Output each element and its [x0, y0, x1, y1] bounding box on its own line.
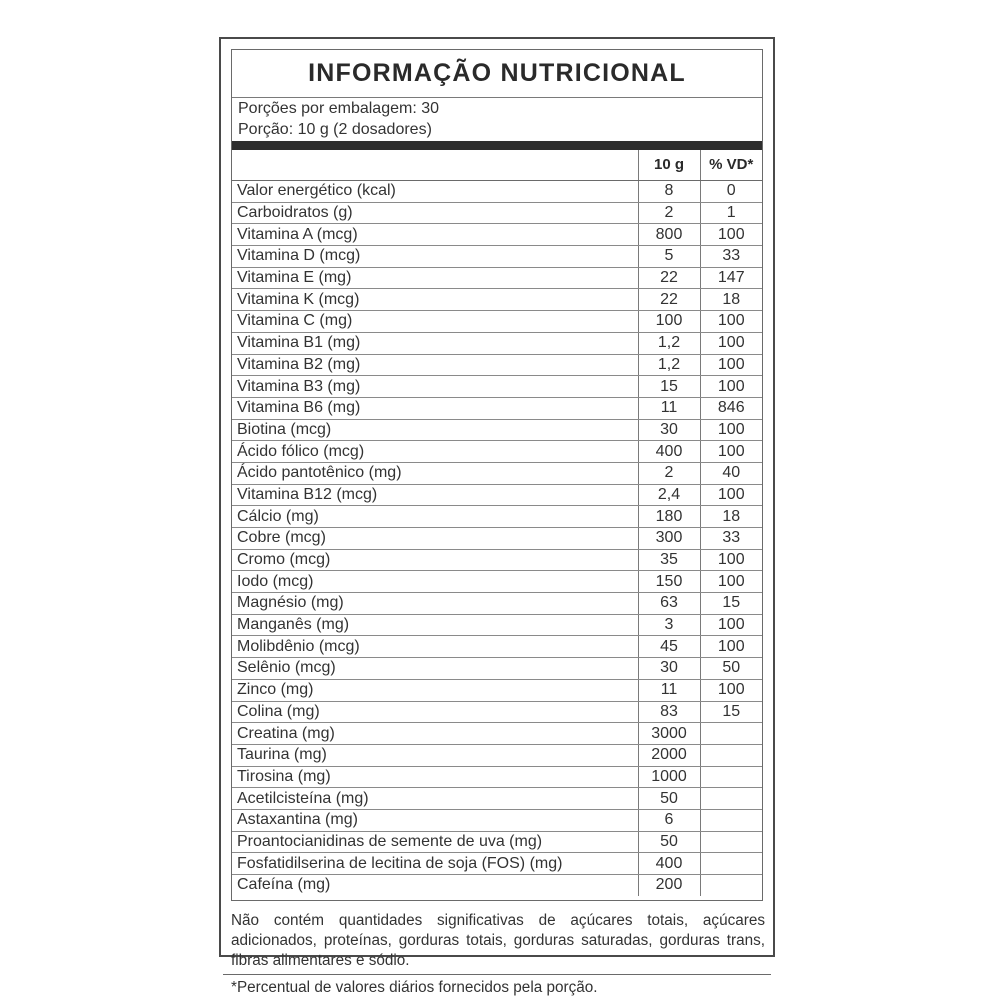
nutrient-name: Acetilcisteína (mg) [232, 788, 638, 810]
table-row [232, 723, 762, 745]
table-row [232, 679, 762, 701]
nutrient-daily-value: 15 [700, 593, 762, 615]
nutrient-daily-value: 100 [700, 354, 762, 376]
nutrient-amount: 400 [638, 441, 700, 463]
serving-size: Porção: 10 g (2 dosadores) [238, 121, 432, 138]
table-row [232, 376, 762, 398]
table-header-row [232, 150, 762, 181]
nutrient-daily-value [700, 853, 762, 875]
nutrient-name: Biotina (mcg) [232, 419, 638, 441]
nutrient-daily-value: 0 [700, 181, 762, 203]
nutrient-name: Astaxantina (mg) [232, 809, 638, 831]
nutrient-name: Selênio (mcg) [232, 658, 638, 680]
nutrient-daily-value [700, 723, 762, 745]
nutrient-name: Vitamina B3 (mg) [232, 376, 638, 398]
nutrient-daily-value: 147 [700, 267, 762, 289]
nutrient-amount: 3 [638, 614, 700, 636]
table-row [232, 809, 762, 831]
table-row [232, 831, 762, 853]
table-row [232, 614, 762, 636]
nutrient-daily-value: 100 [700, 614, 762, 636]
nutrient-name: Ácido fólico (mcg) [232, 441, 638, 463]
nutrient-amount: 50 [638, 831, 700, 853]
table-row [232, 549, 762, 571]
table-row [232, 332, 762, 354]
nutrient-name: Magnésio (mg) [232, 593, 638, 615]
nutrient-name: Cromo (mcg) [232, 549, 638, 571]
nutrient-name: Ácido pantotênico (mg) [232, 462, 638, 484]
nutrient-amount: 1000 [638, 766, 700, 788]
nutrient-name: Tirosina (mg) [232, 766, 638, 788]
nutrient-daily-value: 100 [700, 224, 762, 246]
nutrient-amount: 6 [638, 809, 700, 831]
nutrient-daily-value: 18 [700, 506, 762, 528]
nutrient-amount: 63 [638, 593, 700, 615]
nutrient-amount: 200 [638, 875, 700, 896]
nutrient-name: Manganês (mg) [232, 614, 638, 636]
nutrient-name: Creatina (mg) [232, 723, 638, 745]
nutrient-name: Colina (mg) [232, 701, 638, 723]
nutrient-daily-value: 100 [700, 571, 762, 593]
nutrient-daily-value [700, 809, 762, 831]
nutrient-amount: 11 [638, 679, 700, 701]
nutrient-amount: 2000 [638, 744, 700, 766]
nutrient-daily-value: 100 [700, 549, 762, 571]
nutrient-daily-value [700, 744, 762, 766]
nutrient-name: Taurina (mg) [232, 744, 638, 766]
nutrient-name: Carboidratos (g) [232, 202, 638, 224]
table-row [232, 506, 762, 528]
nutrient-amount: 8 [638, 181, 700, 203]
nutrient-name: Molibdênio (mcg) [232, 636, 638, 658]
table-row [232, 875, 762, 896]
servings-per-package: Porções por embalagem: 30 [238, 100, 439, 117]
nutrient-name: Fosfatidilserina de lecitina de soja (FOS) (mg) [232, 853, 638, 875]
nutrient-daily-value: 100 [700, 376, 762, 398]
table-row [232, 853, 762, 875]
nutrient-amount: 35 [638, 549, 700, 571]
table-row [232, 311, 762, 333]
nutrient-amount: 180 [638, 506, 700, 528]
nutrient-name: Vitamina B1 (mg) [232, 332, 638, 354]
nutrient-daily-value [700, 831, 762, 853]
nutrient-amount: 1,2 [638, 332, 700, 354]
table-row [232, 528, 762, 550]
table-row [232, 701, 762, 723]
table-row [232, 441, 762, 463]
nutrient-daily-value: 15 [700, 701, 762, 723]
table-row [232, 636, 762, 658]
nutrition-facts-label [219, 37, 775, 996]
nutrient-amount: 22 [638, 289, 700, 311]
nutrient-amount: 22 [638, 267, 700, 289]
nutrient-amount: 2,4 [638, 484, 700, 506]
nutrient-name: Proantocianidinas de semente de uva (mg) [232, 831, 638, 853]
table-row [232, 202, 762, 224]
header-daily-value: % VD* [700, 150, 762, 181]
nutrient-daily-value: 1 [700, 202, 762, 224]
nutrient-name: Vitamina D (mcg) [232, 246, 638, 268]
nutrient-name: Vitamina B6 (mg) [232, 397, 638, 419]
nutrient-name: Cafeína (mg) [237, 876, 331, 894]
nutrient-amount: 1,2 [638, 354, 700, 376]
nutrient-daily-value: 33 [700, 246, 762, 268]
nutrient-amount: 800 [638, 224, 700, 246]
table-row [232, 354, 762, 376]
header-amount: 10 g [638, 150, 700, 181]
table-row [232, 571, 762, 593]
nutrient-amount: 300 [638, 528, 700, 550]
nutrient-name: Vitamina B12 (mcg) [232, 484, 638, 506]
table-row [232, 181, 762, 203]
nutrient-daily-value: 50 [700, 658, 762, 680]
nutrient-name: Zinco (mg) [232, 679, 638, 701]
nutrient-name: Vitamina E (mg) [232, 267, 638, 289]
nutrient-daily-value: 100 [700, 419, 762, 441]
label-title: INFORMAÇÃO NUTRICIONAL [232, 50, 762, 98]
table-row [232, 267, 762, 289]
nutrient-daily-value [700, 766, 762, 788]
footnote-not-significant: Não contém quantidades significativas de açúcares totais, açúcares adicionados, proteínas, gorduras totais, gorduras saturadas, gorduras trans, fibras alimentares e sódio. [231, 912, 765, 969]
nutrient-daily-value: 18 [700, 289, 762, 311]
nutrient-name: Vitamina B2 (mg) [232, 354, 638, 376]
table-row [232, 484, 762, 506]
nutrient-name: Valor energético (kcal) [232, 181, 638, 203]
table-row [232, 593, 762, 615]
nutrient-daily-value: 40 [700, 462, 762, 484]
table-row [232, 246, 762, 268]
nutrient-name: Vitamina C (mg) [232, 311, 638, 333]
thick-divider [232, 141, 762, 150]
nutrient-daily-value: 100 [700, 484, 762, 506]
table-row [232, 788, 762, 810]
footnote-divider [223, 974, 771, 975]
nutrient-daily-value: 846 [700, 397, 762, 419]
nutrient-amount: 2 [638, 462, 700, 484]
serving-info [232, 98, 762, 140]
header-nutrient [232, 150, 638, 181]
nutrient-daily-value [700, 788, 762, 810]
table-row [232, 419, 762, 441]
table-row [232, 744, 762, 766]
nutrient-amount: 400 [638, 853, 700, 875]
nutrient-daily-value: 33 [700, 528, 762, 550]
nutrient-table [232, 150, 762, 896]
nutrient-daily-value: 100 [700, 311, 762, 333]
nutrient-name: Cobre (mcg) [232, 528, 638, 550]
nutrient-daily-value: 100 [700, 332, 762, 354]
nutrient-daily-value: 100 [700, 636, 762, 658]
table-row [232, 224, 762, 246]
nutrient-amount: 83 [638, 701, 700, 723]
nutrient-daily-value: 100 [700, 679, 762, 701]
nutrient-name: Vitamina K (mcg) [232, 289, 638, 311]
nutrient-amount: 100 [638, 311, 700, 333]
nutrient-name: Vitamina A (mcg) [232, 224, 638, 246]
nutrient-amount: 2 [638, 202, 700, 224]
table-row [232, 658, 762, 680]
footnote-daily-value: *Percentual de valores diários fornecidos pela porção. [231, 979, 598, 996]
table-row [232, 462, 762, 484]
nutrient-name: Iodo (mcg) [232, 571, 638, 593]
nutrient-amount: 30 [638, 658, 700, 680]
nutrient-amount: 30 [638, 419, 700, 441]
nutrition-table-frame [231, 49, 763, 901]
table-row [232, 766, 762, 788]
nutrient-amount: 3000 [638, 723, 700, 745]
table-row [232, 289, 762, 311]
nutrient-daily-value: 100 [700, 441, 762, 463]
nutrient-name: Cálcio (mg) [232, 506, 638, 528]
table-row [232, 397, 762, 419]
nutrient-amount: 11 [638, 397, 700, 419]
nutrient-amount: 50 [638, 788, 700, 810]
nutrient-daily-value [700, 875, 762, 896]
nutrient-amount: 45 [638, 636, 700, 658]
nutrient-amount: 5 [638, 246, 700, 268]
nutrient-amount: 15 [638, 376, 700, 398]
nutrient-amount: 150 [638, 571, 700, 593]
footnote [231, 911, 767, 998]
